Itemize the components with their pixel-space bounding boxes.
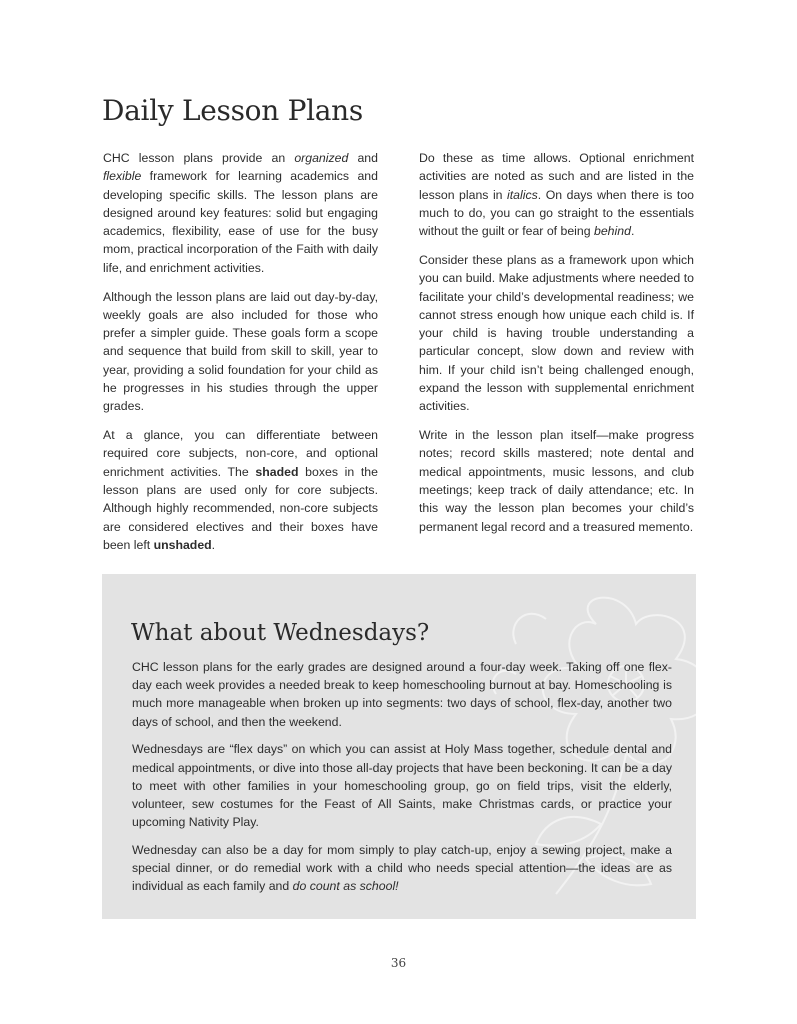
- sidebar-paragraph-1: CHC lesson plans for the early grades are designed around a four-day week. Taking off one flex-day each week provides a needed break to keep homeschooling burnout at bay. Homeschooling is much more manageable when broken up into segments: two days of school, flex-day, another two days of school, and then the weekend.: [132, 660, 672, 729]
- right-column: [419, 149, 694, 546]
- right-paragraph-1: Do these as time allows. Optional enrichment activities are noted as such and are listed in the lesson plans in italics. On days when there is too much to do, you can go straight to the essentials without the guilt or fear of being behind.: [419, 151, 694, 239]
- right-paragraph-3: Write in the lesson plan itself—make progress notes; record skills mastered; note dental and medical appointments, music lessons, and club meetings; keep track of daily attendance; etc. In this way the lesson plan becomes your child’s permanent legal record and a treasured memento.: [419, 428, 694, 534]
- left-paragraph-3: At a glance, you can differentiate between required core subjects, non-core, and optional enrichment activities. The shaded boxes in the lesson plans are used only for core subjects. Although highly recommended, non-core subjects are considered electives and their boxes have been left unshaded.: [103, 428, 378, 552]
- page-number: 36: [390, 956, 407, 970]
- right-paragraph-2: Consider these plans as a framework upon which you can build. Make adjustments where needed to facilitate your child’s developmental readiness; we cannot stress enough how unique each child is. If your child is having trouble understanding a particular concept, slow down and review with him. If your child isn’t being challenged enough, expand the lesson with supplemental enrichment activities.: [419, 252, 694, 414]
- left-paragraph-2: Although the lesson plans are laid out day-by-day, weekly goals are also included for those who prefer a simpler guide. These goals form a scope and sequence that build from skill to skill, year to year, providing a solid foundation for your child as he progresses in his studies through the upper grades.: [103, 289, 378, 414]
- left-paragraph-1: CHC lesson plans provide an organized and flexible framework for learning academics and developing specific skills. The lesson plans are designed around key features: solid but engaging academics, flexibility, ease of use for the busy mom, practical incorporation of the Faith with daily life, and enrichment activities.: [103, 151, 378, 275]
- wednesdays-sidebar: [102, 574, 696, 919]
- sidebar-paragraph-3: Wednesday can also be a day for mom simply to play catch-up, enjoy a sewing project, make a special dinner, or do remedial work with a child who needs special attention—the ideas are as individual as each family and do count as school!: [132, 842, 672, 894]
- sidebar-body: [132, 658, 672, 905]
- sidebar-paragraph-2: Wednesdays are “flex days” on which you can assist at Holy Mass together, schedule dental and medical appointments, or dive into those all-day projects that have been beckoning. It can be a day to meet with other families in your homeschooling group, go on field trips, visit the elderly, volunteer, sew costumes for the Feast of All Saints, make Christmas cards, or practice your upcoming Nativity Play.: [132, 742, 672, 830]
- page-title: Daily Lesson Plans: [102, 94, 363, 127]
- left-column: [103, 149, 378, 565]
- sidebar-title: What about Wednesdays?: [131, 620, 430, 646]
